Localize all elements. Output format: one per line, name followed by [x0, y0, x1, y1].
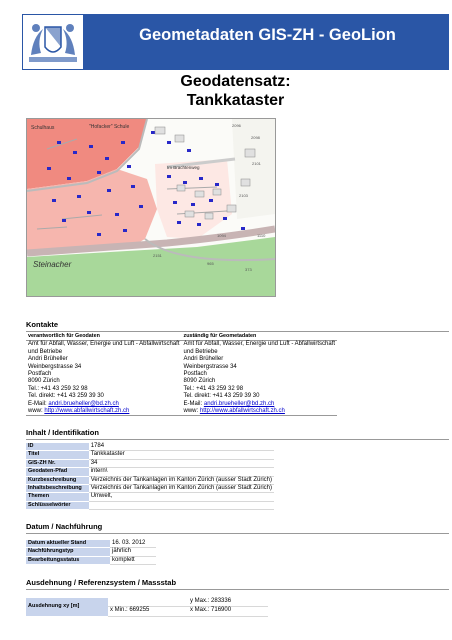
field-value: jährlich — [110, 548, 156, 556]
contact-left-line: Amt für Abfall, Wasser, Energie und Luft - Abfallwirtschaft — [28, 341, 180, 348]
map-label-number: 2098 — [251, 135, 260, 140]
section-divider — [26, 331, 449, 332]
field-key: Geodaten-Pfad — [26, 468, 89, 476]
website-link[interactable]: http://www.abfallwirtschaft.zh.ch — [44, 408, 130, 415]
field-key: Themen — [26, 493, 89, 501]
contact-right-email: E-Mail: andri.brueheller@bd.zh.ch — [183, 400, 275, 407]
field-value: 1784 — [89, 443, 274, 451]
contact-left-www: www: http://www.abfallwirtschaft.zh.ch — [26, 408, 182, 416]
map-label-number: 965 — [207, 261, 214, 266]
contact-right-line: 8090 Zürich — [183, 378, 216, 385]
dataset-label: Geodatensatz: — [180, 73, 291, 90]
extent-xmin: x Min.: 669255 — [108, 607, 188, 617]
contact-left-email: E-Mail: andri.brueheller@bd.zh.ch — [28, 400, 119, 407]
field-value: Umwelt, — [89, 493, 274, 501]
map-label-schulhaus: Schulhaus — [31, 125, 55, 131]
section-divider — [26, 533, 449, 534]
dataset-name: Tankkataster — [186, 92, 285, 109]
field-value: Tankkataster — [89, 451, 274, 459]
field-key: Kurzbeschreibung — [26, 476, 89, 484]
map-label-number: 1094 — [217, 233, 226, 238]
contact-left-line: Andri Brüheller — [28, 356, 68, 363]
field-value: Verzeichnis der Tankanlagen im Kanton Zürich (ausser Stadt Zürich) — [90, 476, 272, 483]
contact-right-line: Amt für Abfall, Wasser, Energie und Luft - Abfallwirtschaft — [183, 341, 336, 348]
field-key: Schlüsselwörter — [26, 501, 89, 509]
contact-left-line: 8090 Zürich — [28, 378, 60, 385]
field-key: Nachführungstyp — [26, 548, 110, 556]
dates-table — [26, 540, 156, 565]
contact-right-line: Tel.: +41 43 259 32 98 — [183, 385, 244, 392]
section-title-dates: Datum / Nachführung — [26, 522, 103, 531]
map-label-road: Im Brachtenweg — [167, 165, 200, 170]
contact-left-header: verantwortlich für Geodaten — [26, 333, 182, 341]
contact-right-line: Andri Brüheller — [183, 356, 224, 363]
field-value: 34 — [89, 459, 274, 467]
field-value: intern\ — [89, 468, 274, 476]
map-label-number: 2151 — [153, 253, 162, 258]
field-key: ID — [26, 443, 89, 451]
email-link[interactable]: andri.brueheller@bd.zh.ch — [48, 400, 119, 407]
contact-right-line: Postfach — [183, 371, 207, 378]
field-value: komplett — [110, 556, 156, 564]
dataset-map-preview — [26, 118, 276, 297]
contact-left-line: Weinbergstrasse 34 — [28, 363, 82, 370]
field-key: Datum aktueller Stand — [26, 540, 110, 548]
contact-left-line: Tel. direkt: +41 43 259 39 30 — [28, 393, 104, 400]
contact-right-header: zuständig für Geometadaten — [182, 333, 338, 341]
section-divider — [26, 589, 449, 590]
email-link[interactable]: andri.brueheller@bd.zh.ch — [203, 400, 275, 407]
field-key: Bearbeitungsstatus — [26, 556, 110, 564]
map-label-number: 2103 — [239, 193, 248, 198]
contact-left-line: Tel.: +41 43 259 32 98 — [28, 385, 88, 392]
field-value — [89, 501, 274, 509]
contact-right-www: www: http://www.abfallwirtschaft.zh.ch — [182, 408, 338, 416]
section-title-identification: Inhalt / Identifikation — [26, 428, 99, 437]
canton-logo — [22, 14, 84, 70]
contact-left-line: Postfach — [28, 371, 52, 378]
field-key: Titel — [26, 451, 89, 459]
map-label-number: 2096 — [232, 123, 241, 128]
map-label-school: "Hofacker" Schule — [89, 124, 130, 130]
contact-right-line: und Betriebe — [183, 348, 218, 355]
contacts-table — [26, 333, 337, 416]
map-label-number: 2101 — [252, 161, 261, 166]
map-label-number: 1110 — [257, 233, 266, 238]
map-label-locality: Steinacher — [33, 260, 72, 269]
map-label-number: 373 — [245, 267, 252, 272]
map-image — [27, 119, 275, 296]
extent-ymax: y Max.: 283336 — [188, 598, 268, 607]
page-title: Geometadaten GIS-ZH - GeoLion — [139, 26, 396, 44]
field-key: GIS-ZH Nr. — [26, 459, 89, 467]
contact-right-line: Tel. direkt: +41 43 259 39 30 — [183, 393, 260, 400]
extent-table — [26, 598, 268, 617]
website-link[interactable]: http://www.abfallwirtschaft.zh.ch — [199, 408, 285, 415]
contact-left-line: und Betriebe — [28, 348, 63, 355]
field-value: 16. 03. 2012 — [110, 540, 156, 548]
field-value: Verzeichnis der Tankanlagen im Kanton Zürich (ausser Stadt Zürich) — [90, 485, 272, 492]
section-title-contacts: Kontakte — [26, 320, 59, 329]
identification-table — [26, 443, 274, 510]
section-divider — [26, 439, 449, 440]
field-key: Ausdehnung xy [m] — [26, 598, 108, 617]
extent-xmax: x Max.: 716900 — [188, 607, 268, 617]
contact-right-line: Weinbergstrasse 34 — [183, 363, 237, 370]
field-key: Inhaltsbeschreibung — [26, 485, 89, 493]
section-title-extent: Ausdehnung / Referenzsystem / Massstab — [26, 578, 177, 587]
zurich-lion-crest-icon — [23, 15, 83, 69]
